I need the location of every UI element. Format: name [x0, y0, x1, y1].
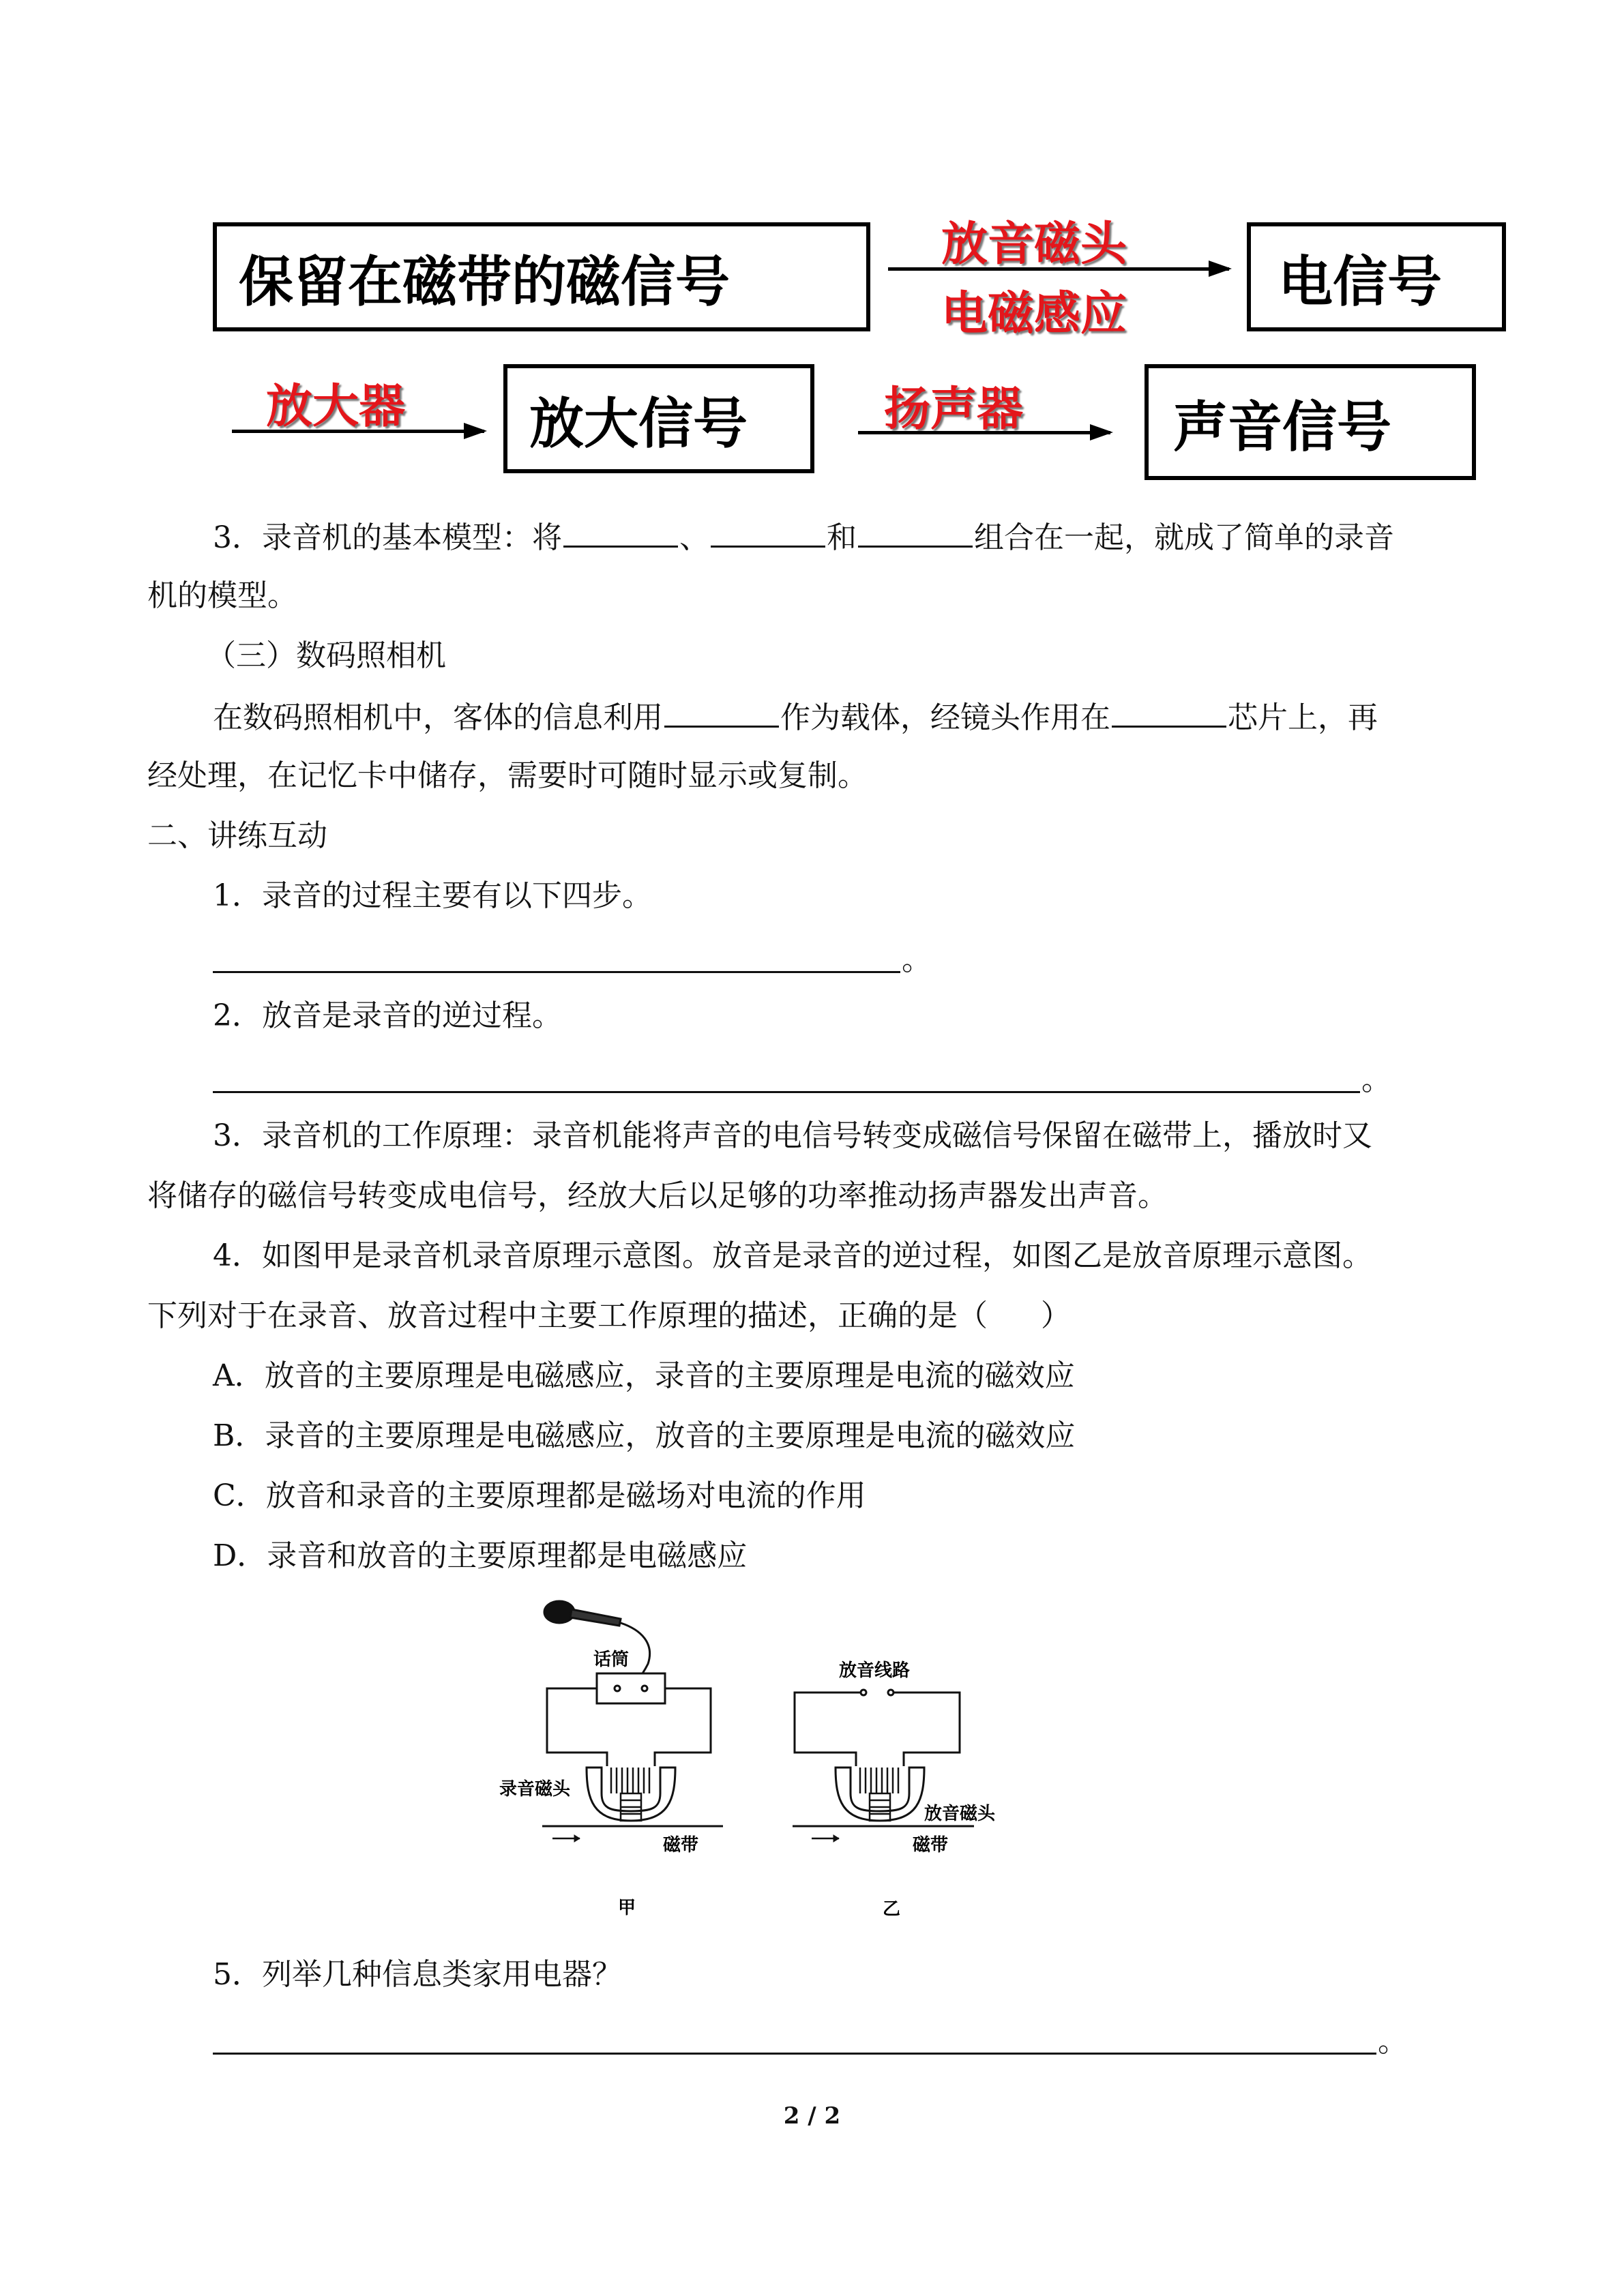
- arrow3: [858, 431, 1110, 434]
- recording-diagram: [542, 1601, 723, 1842]
- p2: 2．放音是录音的逆过程。: [213, 998, 562, 1033]
- flow-box-electric-signal: [1247, 222, 1506, 331]
- flow-box-sound-signal: [1145, 364, 1476, 480]
- flow-box-sound-signal-text: 声音信号: [1173, 395, 1391, 459]
- caption-left: 甲: [618, 1898, 636, 1918]
- playback-coil: [860, 1768, 898, 1821]
- camera-line1: [213, 696, 1624, 739]
- q3-model-text-b: 组合在一起，就成了简单的录音: [974, 520, 1394, 555]
- q3-model-sep1: 、: [679, 520, 709, 555]
- arrow1-label-bottom: 电磁感应: [941, 287, 1127, 341]
- camera-line2: 经处理，在记忆卡中储存，需要时可随时显示或复制。: [147, 758, 868, 793]
- option-b[interactable]: B．录音的主要原理是电磁感应，放音的主要原理是电流的磁效应: [213, 1418, 1076, 1453]
- blank-5[interactable]: [1112, 696, 1226, 728]
- q3-model-line1: [213, 516, 1624, 558]
- arrow1-label-top: 放音磁头: [941, 218, 1127, 271]
- q3-model-line2: 机的模型。: [147, 578, 297, 613]
- period-1: 。: [902, 942, 932, 977]
- answer-line-3[interactable]: [213, 2053, 1376, 2055]
- flow-box-amplified-signal: [503, 364, 814, 473]
- arrow2: [232, 430, 484, 433]
- label-playback-circuit: 放音线路: [839, 1660, 911, 1681]
- p1: 1．录音的过程主要有以下四步。: [213, 878, 652, 913]
- flow-box-magnetic-signal-text: 保留在磁带的磁信号: [239, 250, 730, 314]
- period-3: 。: [1378, 2024, 1408, 2059]
- label-microphone: 话筒: [593, 1650, 630, 1670]
- flow-box-electric-signal-text: 电信号: [1278, 250, 1442, 314]
- p4-line1: 4．如图甲是录音机录音原理示意图。放音是录音的逆过程，如图乙是放音原理示意图。: [213, 1238, 1372, 1273]
- camera-text-b: 作为载体，经镜头作用在: [780, 700, 1110, 735]
- answer-line-2[interactable]: [213, 1091, 1360, 1093]
- p3-line2: 将储存的磁信号转变成电信号，经放大后以足够的功率推动扬声器发出声音。: [147, 1178, 1168, 1213]
- answer-line-1[interactable]: [213, 971, 900, 973]
- period-2: 。: [1361, 1062, 1391, 1097]
- q3-model-sep2: 和: [827, 520, 857, 555]
- option-a[interactable]: A．放音的主要原理是电磁感应，录音的主要原理是电流的磁效应: [213, 1358, 1075, 1393]
- label-playback-head: 放音磁头: [924, 1804, 996, 1824]
- arrow2-label: 放大器: [266, 380, 406, 434]
- arrow1: [888, 267, 1229, 271]
- blank-3[interactable]: [858, 516, 973, 548]
- p4-line2: [147, 1296, 1624, 1337]
- label-recording-tape: 磁带: [663, 1835, 699, 1855]
- q3-model-text-a: 3．录音机的基本模型：将: [213, 520, 562, 555]
- recording-coil: [611, 1768, 649, 1821]
- blank-4[interactable]: [664, 696, 779, 728]
- blank-2[interactable]: [711, 516, 825, 548]
- section-two: 二、讲练互动: [147, 818, 327, 853]
- camera-text-c: 芯片上，再: [1228, 700, 1378, 735]
- arrow3-label: 扬声器: [884, 383, 1024, 436]
- label-playback-tape: 磁带: [913, 1835, 949, 1855]
- page-number: 2 / 2: [783, 2102, 841, 2130]
- p3-line1: 3．录音机的工作原理：录音机能将声音的电信号转变成磁信号保留在磁带上，播放时又: [213, 1118, 1372, 1153]
- record-playback-figure: [484, 1589, 1023, 1943]
- label-recording-head: 录音磁头: [499, 1779, 571, 1800]
- option-d[interactable]: D．录音和放音的主要原理都是电磁感应: [213, 1538, 748, 1573]
- option-c[interactable]: C．放音和录音的主要原理都是磁场对电流的作用: [213, 1478, 866, 1513]
- p4-close: ）: [1041, 1298, 1071, 1333]
- section-camera: （三）数码照相机: [206, 638, 446, 673]
- p5: 5．列举几种信息类家用电器？: [213, 1957, 622, 1992]
- caption-right: 乙: [883, 1899, 901, 1920]
- blank-1[interactable]: [563, 516, 678, 548]
- flow-box-magnetic-signal: [213, 222, 870, 331]
- flow-box-amplified-signal-text: 放大信号: [529, 391, 748, 456]
- p4-text: 下列对于在录音、放音过程中主要工作原理的描述，正确的是（: [147, 1298, 988, 1333]
- camera-text-a: 在数码照相机中，客体的信息利用: [213, 700, 663, 735]
